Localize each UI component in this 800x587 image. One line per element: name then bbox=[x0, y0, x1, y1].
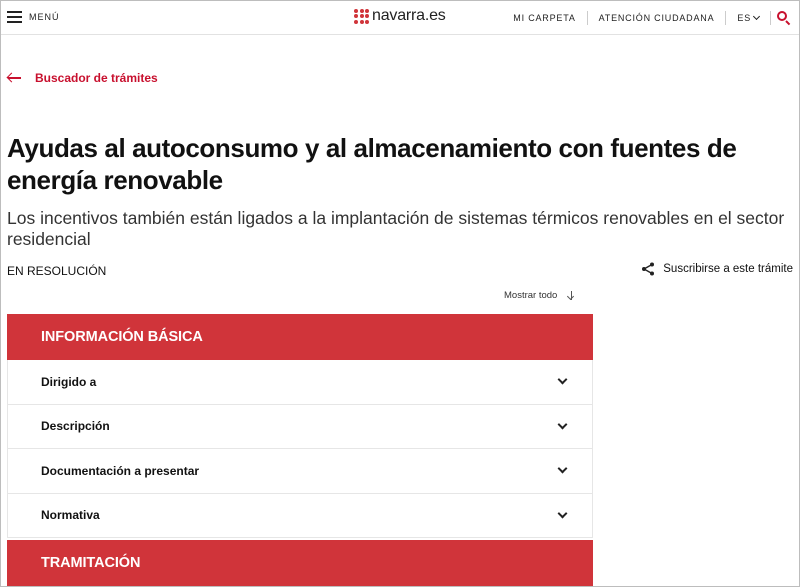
menu-label: MENÚ bbox=[29, 12, 60, 22]
page-title: Ayudas al autoconsumo y al almacenamiento con fuentes de energía renovable bbox=[7, 133, 737, 195]
accordion-item-descripcion[interactable] bbox=[8, 405, 592, 450]
subscribe-label: Suscribirse a este trámite bbox=[663, 263, 793, 275]
chevron-down-icon bbox=[558, 419, 568, 429]
back-link[interactable] bbox=[7, 71, 158, 85]
nav-my-folder[interactable]: MI CARPETA bbox=[513, 12, 576, 23]
hamburger-icon bbox=[7, 11, 22, 23]
top-header bbox=[1, 1, 799, 35]
chevron-down-icon bbox=[753, 12, 760, 19]
section-title: TRAMITACIÓN bbox=[41, 555, 141, 571]
chevron-down-icon bbox=[558, 508, 568, 518]
accordion-item-documentacion[interactable] bbox=[8, 449, 592, 494]
menu-button[interactable] bbox=[7, 11, 60, 23]
section-title: INFORMACIÓN BÁSICA bbox=[41, 329, 203, 345]
language-selector[interactable] bbox=[726, 13, 770, 23]
accordion-item-normativa[interactable] bbox=[8, 494, 592, 539]
accordion-item-label: Dirigido a bbox=[41, 374, 97, 389]
back-link-label: Buscador de trámites bbox=[35, 71, 158, 85]
section-header-basic-info[interactable] bbox=[7, 314, 593, 360]
accordion-item-dirigido[interactable] bbox=[8, 360, 592, 405]
chevron-down-icon bbox=[558, 464, 568, 474]
chevron-down-icon bbox=[558, 375, 568, 385]
arrow-down-icon bbox=[567, 291, 575, 301]
accordion-item-label: Normativa bbox=[41, 508, 100, 523]
top-nav bbox=[502, 1, 791, 34]
accordion-item-label: Documentación a presentar bbox=[41, 463, 200, 478]
logo-dots-icon bbox=[354, 9, 369, 24]
nav-divider bbox=[770, 11, 771, 25]
site-logo[interactable] bbox=[354, 7, 446, 25]
arrow-left-icon bbox=[7, 73, 21, 83]
show-all-button[interactable] bbox=[504, 290, 575, 301]
logo-text: navarra.es bbox=[372, 7, 446, 24]
search-icon[interactable] bbox=[777, 11, 791, 25]
nav-citizen-service[interactable]: ATENCIÓN CIUDADANA bbox=[598, 12, 715, 23]
status-label: EN RESOLUCIÓN bbox=[7, 264, 107, 278]
section-header-tramitacion[interactable] bbox=[7, 540, 593, 586]
accordion-list bbox=[7, 360, 593, 538]
share-icon bbox=[641, 262, 655, 276]
page-subtitle: Los incentivos también están ligados a la implantación de sistemas térmicos renovables en el sector residencial bbox=[7, 208, 785, 249]
language-label: ES bbox=[737, 12, 751, 23]
subscribe-button[interactable] bbox=[641, 262, 793, 276]
show-all-label: Mostrar todo bbox=[504, 290, 558, 301]
accordion-item-label: Descripción bbox=[41, 419, 110, 434]
